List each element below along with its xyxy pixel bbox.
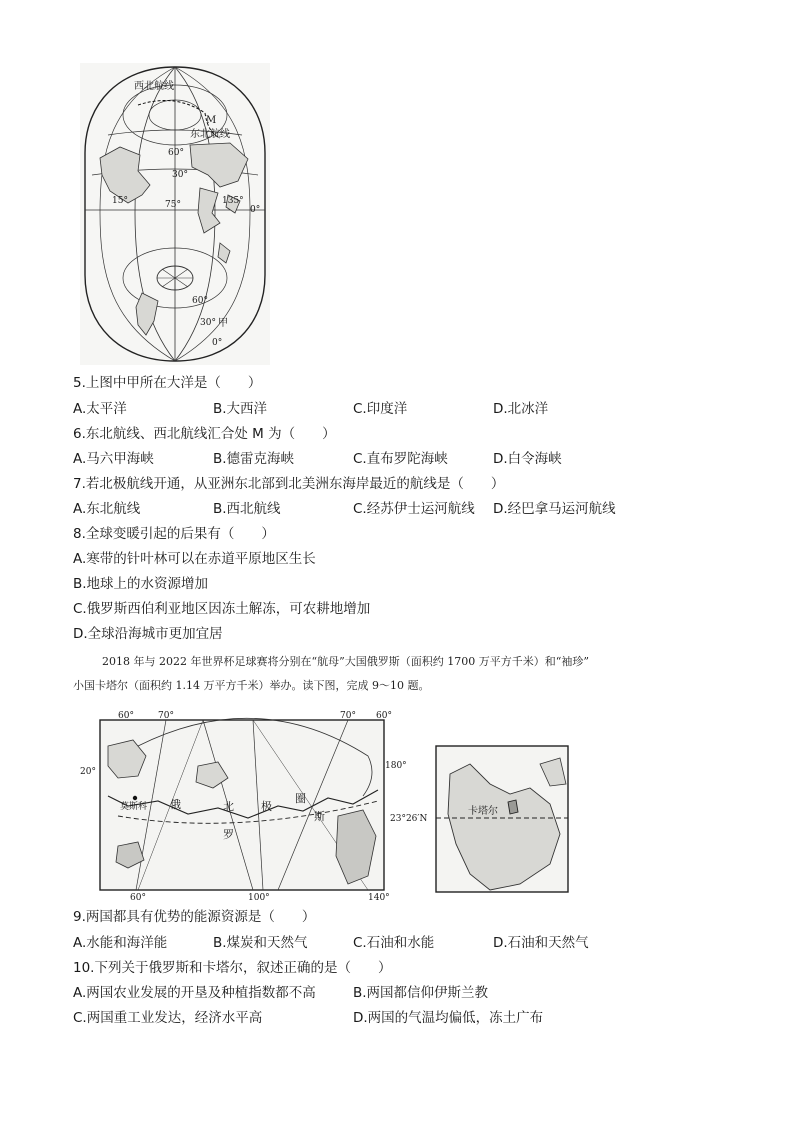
russia-top-60-label: 60° [118, 711, 134, 721]
q10-option-d[interactable]: D.两国的气温均偏低，冻土广布 [353, 1010, 544, 1026]
q10-option-a[interactable]: A.两国农业发展的开垦及种植指数都不高 [73, 985, 316, 1001]
russia-bottom-100-label: 100° [248, 893, 270, 903]
question-6-stem: 6.东北航线、西北航线汇合处 M 为（ ） [73, 426, 336, 442]
question-10-stem: 10.下列关于俄罗斯和卡塔尔，叙述正确的是（ ） [73, 960, 392, 976]
russia-top-70-label: 70° [158, 711, 174, 721]
q6-option-c[interactable]: C.直布罗陀海峡 [353, 451, 448, 467]
russia-map-figure [78, 706, 407, 904]
russia-bottom-140-label: 140° [368, 893, 390, 903]
question-5-stem: 5.上图中甲所在大洋是（ ） [73, 375, 262, 391]
lat-60n-label: 60° [168, 148, 184, 158]
lat-30n-label: 30° [172, 170, 188, 180]
q5-option-d[interactable]: D.北冰洋 [493, 401, 549, 417]
lon-135-label: 135° [222, 196, 244, 206]
q6-option-b[interactable]: B.德雷克海峡 [213, 451, 295, 467]
q8-option-d[interactable]: D.全球沿海城市更加宜居 [73, 626, 223, 642]
qatar-map [390, 744, 572, 896]
passage-line-2: 小国卡塔尔（面积约 1.14 万平方千米）举办。读下图，完成 9～10 题。 [73, 679, 430, 692]
russia-bottom-60-label: 60° [130, 893, 146, 903]
m-point-label: M [206, 115, 217, 126]
russia-char-si: 斯 [314, 810, 325, 823]
question-7-stem: 7.若北极航线开通，从亚洲东北部到北美洲东海岸最近的航线是（ ） [73, 476, 505, 492]
q9-option-b[interactable]: B.煤炭和天然气 [213, 935, 308, 951]
q8-option-c[interactable]: C.俄罗斯西伯利亚地区因冻土解冻，可农耕地增加 [73, 601, 371, 617]
q10-option-b[interactable]: B.两国都信仰伊斯兰教 [353, 985, 489, 1001]
moscow-label: 莫斯科 [120, 802, 148, 812]
russia-top-60r-label: 60° [376, 711, 392, 721]
globe-map [80, 63, 270, 365]
russia-top-70r-label: 70° [340, 711, 356, 721]
russia-map [78, 706, 407, 904]
northwest-route-label: 西北航线 [134, 81, 174, 92]
qatar-map-figure [390, 744, 572, 896]
q7-option-a[interactable]: A.东北航线 [73, 501, 141, 517]
q7-option-b[interactable]: B.西北航线 [213, 501, 281, 517]
northeast-route-label: 东北航线 [190, 129, 230, 140]
q5-option-c[interactable]: C.印度洋 [353, 401, 408, 417]
q5-option-b[interactable]: B.大西洋 [213, 401, 268, 417]
question-9-stem: 9.两国都具有优势的能源资源是（ ） [73, 909, 316, 925]
russia-char-e: 俄 [170, 798, 181, 811]
globe-map-figure [80, 63, 270, 365]
q6-option-d[interactable]: D.白令海峡 [493, 451, 562, 467]
q7-option-d[interactable]: D.经巴拿马运河航线 [493, 501, 616, 517]
russia-char-luo: 罗 [223, 828, 234, 841]
lat-30s-label: 30° [200, 318, 216, 328]
lon-75-label: 75° [165, 200, 181, 210]
q9-option-a[interactable]: A.水能和海洋能 [73, 935, 168, 951]
russia-left-20-label: 20° [80, 767, 96, 777]
passage-line-1: 2018 年与 2022 年世界杯足球赛将分别在“航母”大国俄罗斯（面积约 1700 万平方千米）和“袖珍” [102, 655, 589, 668]
russia-char-quan: 圈 [295, 792, 306, 805]
question-8-stem: 8.全球变暖引起的后果有（ ） [73, 526, 275, 542]
jia-label: 甲 [218, 318, 228, 329]
lon-15-label: 15° [112, 196, 128, 206]
q5-option-a[interactable]: A.太平洋 [73, 401, 127, 417]
russia-char-ji: 极 [261, 800, 272, 813]
q9-option-d[interactable]: D.石油和天然气 [493, 935, 589, 951]
q8-option-a[interactable]: A.寒带的针叶林可以在赤道平原地区生长 [73, 551, 316, 567]
q7-option-c[interactable]: C.经苏伊士运河航线 [353, 501, 475, 517]
q8-option-b[interactable]: B.地球上的水资源增加 [73, 576, 209, 592]
q10-option-c[interactable]: C.两国重工业发达，经济水平高 [73, 1010, 263, 1026]
qatar-name-label: 卡塔尔 [468, 806, 498, 817]
q9-option-c[interactable]: C.石油和水能 [353, 935, 435, 951]
lat-60s-label: 60° [192, 296, 208, 306]
russia-char-bei: 北 [223, 800, 234, 813]
lat-0s-label: 0° [212, 338, 223, 348]
russia-right-180-label: 180° [385, 761, 407, 771]
lon-0-label: 0° [250, 205, 261, 215]
qatar-lat-label: 23°26′N [390, 814, 428, 824]
q6-option-a[interactable]: A.马六甲海峡 [73, 451, 154, 467]
